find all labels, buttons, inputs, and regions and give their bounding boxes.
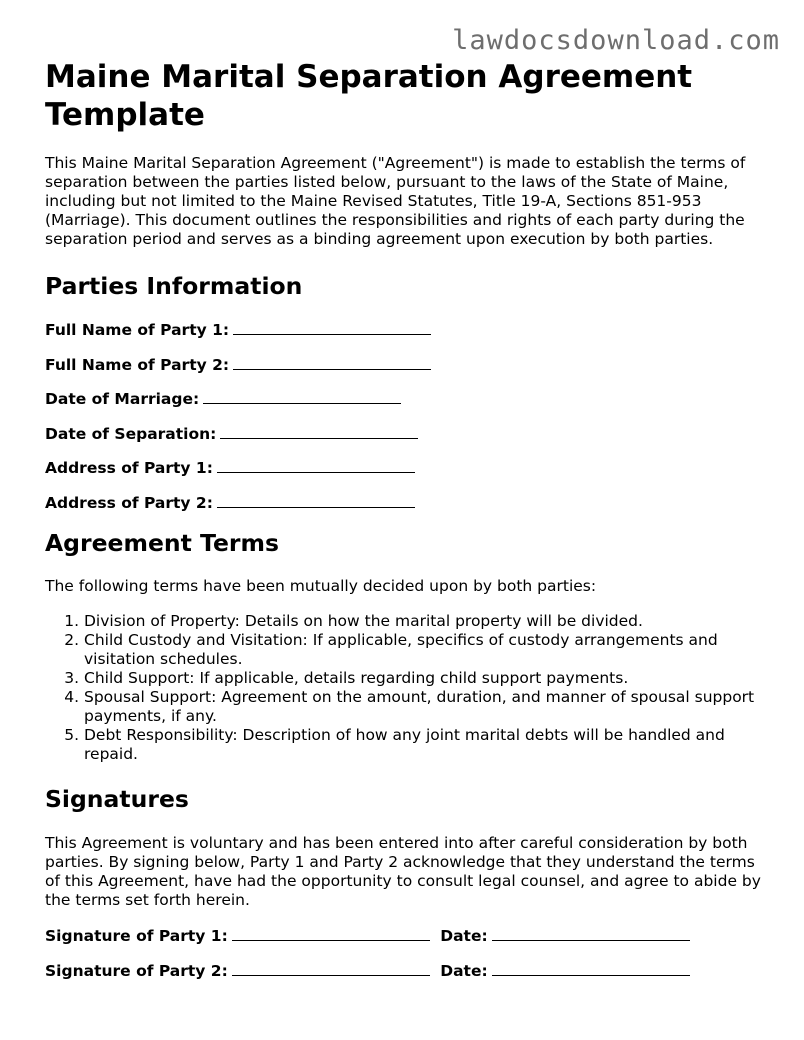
fill-in-line[interactable] [217,492,415,508]
intro-paragraph: This Maine Marital Separation Agreement ("Agreement") is made to establish the terms of separation between the parties listed below, pursuant to the laws of the State of Maine, including but not limited to the Maine Revised Statutes, Title 19-A, Sections 851-953 (Marriage). This document outlines the responsibilities and rights of each party during the separation period and serves as a binding agreement upon execution by both parties. [45,154,746,248]
signature-line[interactable] [232,925,430,941]
field-label: Address of Party 2: [45,493,213,512]
field-address-party2 [45,492,765,527]
list-item: 2. Child Custody and Visitation: If applicable, specifics of custody arrangements and visitation schedules. [84,631,765,669]
field-label: Address of Party 1: [45,459,213,477]
list-item: 4. Spousal Support: Agreement on the amount, duration, and manner of spousal support payments, if any. [84,688,765,726]
signature-label: Signature of Party 2: [45,961,228,980]
field-label: Date of Separation: [45,424,217,443]
date-label: Date: [440,927,488,945]
signatures-heading: Signatures [45,785,189,813]
field-party1-name [45,319,765,354]
fill-in-line[interactable] [233,354,431,370]
date-line[interactable] [492,925,690,941]
field-label: Full Name of Party 1: [45,321,230,339]
field-party2-name [45,354,765,389]
field-date-of-marriage [45,388,765,423]
field-date-of-separation [45,423,765,458]
signature-block [45,925,765,994]
terms-list [45,612,765,764]
signature-line[interactable] [232,960,430,976]
signature-row-party1 [45,925,765,960]
page-title: Maine Marital Separation Agreement Template [45,59,693,133]
fill-in-line[interactable] [203,388,401,404]
watermark: lawdocsdownload.com [452,25,780,56]
date-label: Date: [440,961,488,980]
document-page [45,58,765,994]
parties-fields [45,319,765,526]
terms-intro: The following terms have been mutually decided upon by both parties: [45,577,597,595]
field-label: Full Name of Party 2: [45,355,230,374]
signature-label: Signature of Party 1: [45,927,228,945]
list-item: 3. Child Support: If applicable, details regarding child support payments. [84,669,765,688]
terms-heading: Agreement Terms [45,529,279,557]
list-item: 1. Division of Property: Details on how the marital property will be divided. [84,612,765,631]
signature-row-party2 [45,960,765,995]
fill-in-line[interactable] [233,319,431,335]
list-item: 5. Debt Responsibility: Description of how any joint marital debts will be handled and repaid. [84,726,765,764]
field-address-party1 [45,457,765,492]
fill-in-line[interactable] [220,423,418,439]
fill-in-line[interactable] [217,457,415,473]
date-line[interactable] [492,960,690,976]
parties-heading: Parties Information [45,272,303,300]
signatures-paragraph: This Agreement is voluntary and has been entered into after careful consideration by both parties. By signing below, Party 1 and Party 2 acknowledge that they understand the terms of this Agreement, have had the opportunity to consult legal counsel, and agree to abide by the terms set forth herein. [45,834,761,909]
field-label: Date of Marriage: [45,390,200,408]
